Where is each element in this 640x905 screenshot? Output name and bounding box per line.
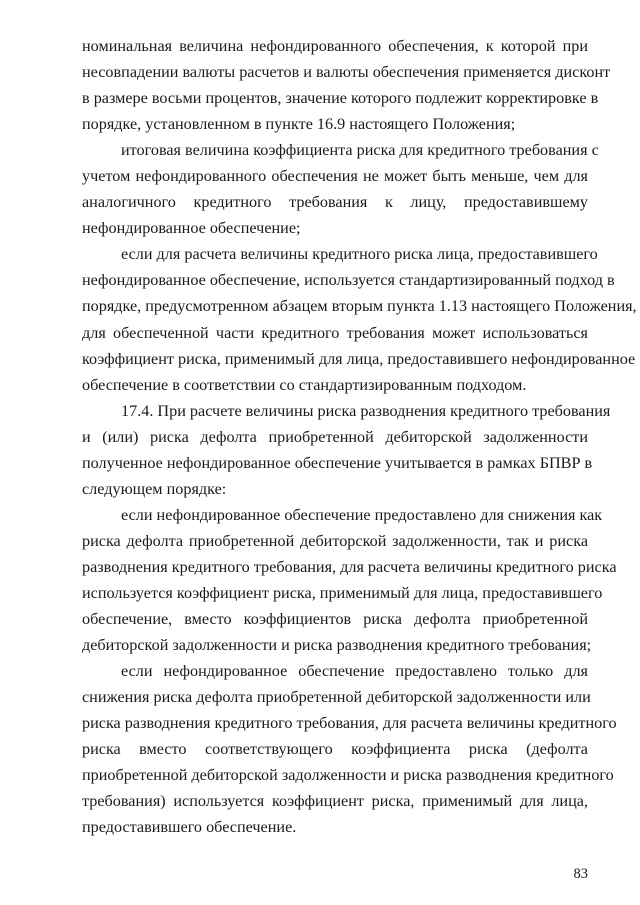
- text-line: если для расчета величины кредитного риска лица, предоставившего: [121, 245, 598, 264]
- text-line: разводнения кредитного требования, для расчета величины кредитного риска: [82, 557, 617, 576]
- text-line: для обеспеченной части кредитного требования может использоваться: [82, 323, 588, 342]
- text-line: следующем порядке:: [82, 479, 227, 498]
- document-body: [82, 33, 637, 840]
- text-line: 17.4. При расчете величины риска разводнения кредитного требования: [121, 401, 611, 420]
- text-line: нефондированное обеспечение, используется стандартизированный подход в: [82, 271, 615, 290]
- text-line: если нефондированное обеспечение предоставлено для снижения как: [121, 505, 603, 524]
- text-line: порядке, предусмотренном абзацем вторым пункта 1.13 настоящего Положения,: [82, 297, 637, 316]
- text-line: аналогичного кредитного требования к лицу, предоставившему: [82, 193, 588, 212]
- text-line: приобретенной дебиторской задолженности и риска разводнения кредитного: [82, 766, 614, 785]
- text-line: снижения риска дефолта приобретенной дебиторской задолженности или: [82, 688, 591, 707]
- text-line: предоставившего обеспечение.: [82, 818, 297, 837]
- text-line: риска вместо соответствующего коэффициента риска (дефолта: [82, 740, 588, 759]
- text-line: итоговая величина коэффициента риска для кредитного требования с: [121, 141, 599, 160]
- text-line: риска разводнения кредитного требования, для расчета величины кредитного: [82, 714, 617, 733]
- text-line: используется коэффициент риска, применимый для лица, предоставившего: [82, 583, 603, 602]
- text-line: нефондированное обеспечение;: [82, 219, 301, 238]
- text-line: учетом нефондированного обеспечения не может быть меньше, чем для: [82, 167, 588, 186]
- text-line: номинальная величина нефондированного обеспечения, к которой при: [82, 37, 588, 55]
- text-line: порядке, установленном в пункте 16.9 настоящего Положения;: [82, 115, 516, 134]
- text-line: обеспечение, вместо коэффициентов риска дефолта приобретенной: [82, 610, 588, 629]
- text-line: требования) используется коэффициент риска, применимый для лица,: [82, 792, 588, 811]
- text-line: риска дефолта приобретенной дебиторской задолженности, так и риска: [82, 531, 588, 550]
- text-line: несовпадении валюты расчетов и валюты обеспечения применяется дисконт: [82, 63, 611, 82]
- text-line: коэффициент риска, применимый для лица, предоставившего нефондированное: [82, 349, 636, 368]
- text-line: обеспечение в соответствии со стандартизированным подходом.: [82, 375, 527, 394]
- text-line: полученное нефондированное обеспечение учитывается в рамках БПВР в: [82, 453, 593, 472]
- text-line: в размере восьми процентов, значение которого подлежит корректировке в: [82, 89, 599, 108]
- page-number: 83: [573, 866, 588, 882]
- text-line: и (или) риска дефолта приобретенной дебиторской задолженности: [82, 427, 588, 446]
- text-line: если нефондированное обеспечение предоставлено только для: [121, 662, 588, 681]
- text-line: дебиторской задолженности и риска разводнения кредитного требования;: [82, 636, 592, 655]
